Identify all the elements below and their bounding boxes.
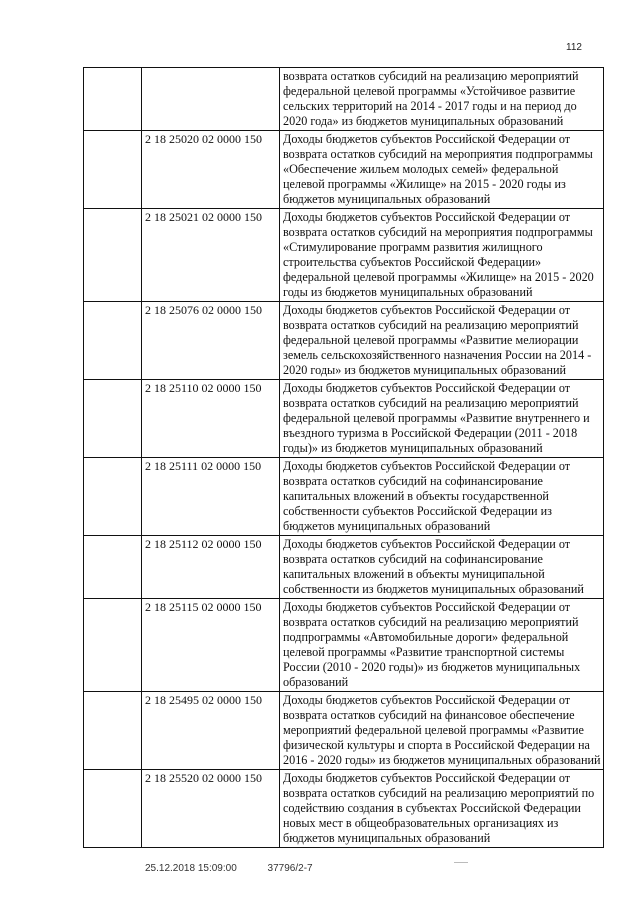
- code-cell: 2 18 25076 02 0000 150: [142, 302, 280, 380]
- description-cell: Доходы бюджетов субъектов Российской Федерации от возврата остатков субсидий на реализацию мероприятий федеральной целевой программы «Развитие внутреннего и въездного туризма в Российской Федерации (2011 - 2018 годы)» из бюджетов муниципальных образований: [280, 380, 604, 458]
- table-row: [84, 536, 604, 599]
- empty-cell: [84, 536, 142, 599]
- empty-cell: [84, 770, 142, 848]
- code-cell: 2 18 25021 02 0000 150: [142, 209, 280, 302]
- empty-cell: [84, 68, 142, 131]
- description-cell: Доходы бюджетов субъектов Российской Федерации от возврата остатков субсидий на финансовое обеспечение мероприятий федеральной целевой программы «Развитие физической культуры и спорта в Российской Федерации на 2016 - 2020 годы» из бюджетов муниципальных образований: [280, 692, 604, 770]
- empty-cell: [84, 458, 142, 536]
- table-row: [84, 770, 604, 848]
- code-cell: [142, 68, 280, 131]
- empty-cell: [84, 302, 142, 380]
- code-cell: 2 18 25115 02 0000 150: [142, 599, 280, 692]
- empty-cell: [84, 380, 142, 458]
- page-number: 112: [566, 42, 582, 53]
- table-row: [84, 692, 604, 770]
- description-cell: Доходы бюджетов субъектов Российской Федерации от возврата остатков субсидий на мероприятия подпрограммы «Стимулирование программ развития жилищного строительства субъектов Российской Федерации» федеральной целевой программы «Жилище» на 2015 - 2020 годы из бюджетов муниципальных образований: [280, 209, 604, 302]
- footer-timestamp: 25.12.2018 15:09:00: [145, 863, 237, 874]
- code-cell: 2 18 25110 02 0000 150: [142, 380, 280, 458]
- description-cell: Доходы бюджетов субъектов Российской Федерации от возврата остатков субсидий на софинансирование капитальных вложений в объекты государственной собственности субъектов Российской Федерации из бюджетов муниципальных образований: [280, 458, 604, 536]
- description-cell: Доходы бюджетов субъектов Российской Федерации от возврата остатков субсидий на мероприятия подпрограммы «Обеспечение жильем молодых семей» федеральной целевой программы «Жилище» на 2015 - 2020 годы из бюджетов муниципальных образований: [280, 131, 604, 209]
- budget-codes-table: [83, 67, 604, 848]
- code-cell: 2 18 25495 02 0000 150: [142, 692, 280, 770]
- table-row: [84, 68, 604, 131]
- description-cell: Доходы бюджетов субъектов Российской Федерации от возврата остатков субсидий на реализацию мероприятий по содействию создания в субъектах Российской Федерации новых мест в общеобразовательных организациях из бюджетов муниципальных образований: [280, 770, 604, 848]
- empty-cell: [84, 131, 142, 209]
- scan-mark: [454, 862, 468, 863]
- table-row: [84, 131, 604, 209]
- code-cell: 2 18 25111 02 0000 150: [142, 458, 280, 536]
- description-cell: Доходы бюджетов субъектов Российской Федерации от возврата остатков субсидий на софинансирование капитальных вложений в объекты муниципальной собственности из бюджетов муниципальных образований: [280, 536, 604, 599]
- table-row: [84, 380, 604, 458]
- code-cell: 2 18 25112 02 0000 150: [142, 536, 280, 599]
- code-cell: 2 18 25020 02 0000 150: [142, 131, 280, 209]
- description-cell: Доходы бюджетов субъектов Российской Федерации от возврата остатков субсидий на реализацию мероприятий федеральной целевой программы «Развитие мелиорации земель сельскохозяйственного назначения России на 2014 - 2020 годы» из бюджетов муниципальных образований: [280, 302, 604, 380]
- code-cell: 2 18 25520 02 0000 150: [142, 770, 280, 848]
- empty-cell: [84, 209, 142, 302]
- description-cell: Доходы бюджетов субъектов Российской Федерации от возврата остатков субсидий на реализацию мероприятий подпрограммы «Автомобильные дороги» федеральной целевой программы «Развитие транспортной системы России (2010 - 2020 годы)» из бюджетов муниципальных образований: [280, 599, 604, 692]
- description-cell: возврата остатков субсидий на реализацию мероприятий федеральной целевой программы «Устойчивое развитие сельских территорий на 2014 - 2017 годы и на период до 2020 года» из бюджетов муниципальных образований: [280, 68, 604, 131]
- page-footer: [145, 863, 313, 874]
- empty-cell: [84, 599, 142, 692]
- table-row: [84, 458, 604, 536]
- table-row: [84, 209, 604, 302]
- empty-cell: [84, 692, 142, 770]
- table-row: [84, 302, 604, 380]
- footer-doc-id: 37796/2-7: [267, 863, 313, 874]
- table-row: [84, 599, 604, 692]
